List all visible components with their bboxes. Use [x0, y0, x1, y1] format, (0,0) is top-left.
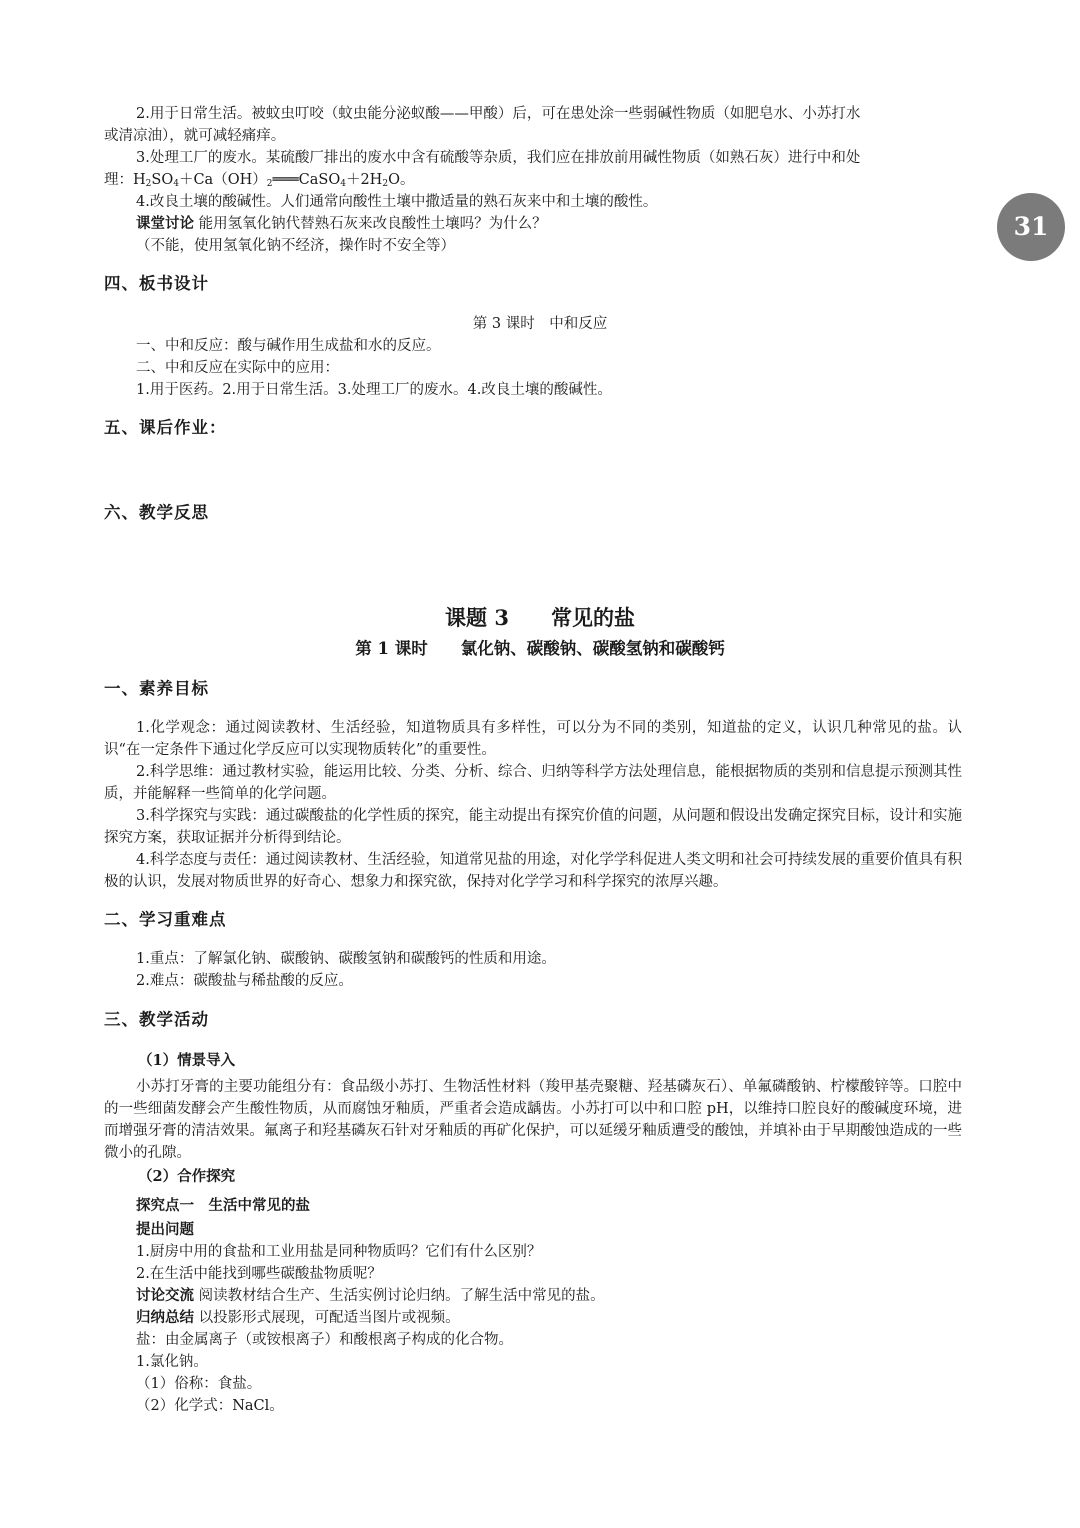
- class-discussion-answer: （不能，使用氢氧化钠不经济，操作时不安全等）: [136, 238, 455, 254]
- board-line-3: 1.用于医药。2.用于日常生活。3.处理工厂的废水。4.改良土壤的酸碱性。: [136, 382, 612, 398]
- intro-paragraph: 小苏打牙膏的主要功能组分有：食品级小苏打、生物活性材料（羧甲基壳聚糖、羟基磷灰石）、单氟磷酸钠、柠檬酸锌等。口腔中的一些细菌发酵会产生酸性物质，从而腐蚀牙釉质，严重者会造成龋齿。小苏打可以中和口腔 pH，以维持口腔良好的酸碱度环境，进而增强牙膏的清洁效果。氟离子和羟基磷灰石针对牙釉质的再矿化保护，可以延缓牙釉质遭受的酸蚀，并填补由于早期酸蚀造成的一些微小的孔隙。: [104, 1079, 962, 1161]
- nacl-heading: 1.氯化钠。: [136, 1354, 208, 1370]
- cooperative-explore-label: （2）合作探究: [138, 1168, 236, 1185]
- neutralization-equation: 理：$H_2SO_4+Ca(OH)_2═══CaSO_4+2H_2O$。: [104, 172, 415, 189]
- raise-question-label: 提出问题: [136, 1221, 194, 1238]
- use-wastewater-line1: 3.处理工厂的废水。某硫酸厂排出的废水中含有硫酸等杂质，我们应在排放前用碱性物质（如熟石灰）进行中和处: [136, 150, 861, 166]
- class-discussion-label: 课堂讨论: [136, 215, 194, 232]
- goals-heading: 一、素养目标: [104, 679, 209, 698]
- topic-title: 课题 3 常见的盐: [445, 605, 635, 630]
- section-reflection-heading: 六、教学反思: [104, 503, 209, 522]
- use-daily-life-line2: 或清凉油），就可减轻痛痒。: [104, 128, 286, 144]
- explore-point-one: 探究点一 生活中常见的盐: [136, 1197, 310, 1214]
- board-line-1: 一、中和反应：酸与碱作用生成盐和水的反应。: [136, 338, 441, 354]
- intro-label: （1）情景导入: [138, 1052, 236, 1069]
- discuss-exchange: [136, 1285, 964, 1307]
- keypoints-heading: 二、学习重难点: [104, 910, 227, 929]
- discuss-label: 讨论交流: [136, 1287, 194, 1304]
- question-1: 1.厨房中用的食盐和工业用盐是同种物质吗？它们有什么区别？: [136, 1244, 542, 1260]
- summary-text: 以投影形式展现，可配适当图片或视频。: [194, 1310, 460, 1326]
- summary-label: 归纳总结: [136, 1309, 194, 1326]
- use-daily-life-line1: 2.用于日常生活。被蚊虫叮咬（蚊虫能分泌蚁酸——甲酸）后，可在患处涂一些弱碱性物质（如肥皂水、小苏打水: [136, 106, 861, 122]
- use-soil-line: 4.改良土壤的酸碱性。人们通常向酸性土壤中撒适量的熟石灰来中和土壤的酸性。: [136, 194, 658, 210]
- board-line-2: 二、中和反应在实际中的应用：: [136, 360, 339, 376]
- nacl-common-name: （1）俗称：食盐。: [136, 1376, 262, 1392]
- class-discussion-text: 能用氢氧化钠代替熟石灰来改良酸性土壤吗？为什么？: [194, 216, 547, 232]
- section-board-design-heading: 四、板书设计: [104, 274, 209, 293]
- goal-item-1: 1.化学观念：通过阅读教材、生活经验，知道物质具有多样性，可以分为不同的类别，知道盐的定义，认识几种常见的盐。认识“在一定条件下通过化学反应可以实现物质转化”的重要性。: [104, 720, 962, 758]
- board-title: 第 3 课时 中和反应: [472, 316, 608, 332]
- salt-definition: 盐：由金属离子（或铵根离子）和酸根离子构成的化合物。: [136, 1332, 513, 1348]
- question-2: 2.在生活中能找到哪些碳酸盐物质呢？: [136, 1266, 382, 1282]
- lesson-subtitle: 第 1 课时 氯化钠、碳酸钠、碳酸氢钠和碳酸钙: [355, 639, 725, 658]
- goal-item-3: 3.科学探究与实践：通过碳酸盐的化学性质的探究，能主动提出有探究价值的问题，从问题和假设出发确定探究目标，设计和实施探究方案，获取证据并分析得到结论。: [104, 808, 962, 846]
- keypoint-item-1: 1.重点：了解氯化钠、碳酸钠、碳酸氢钠和碳酸钙的性质和用途。: [136, 951, 556, 967]
- goal-item-4: 4.科学态度与责任：通过阅读教材、生活经验，知道常见盐的用途，对化学学科促进人类文明和社会可持续发展的重要价值具有积极的认识，发展对物质世界的好奇心、想象力和探究欲，保持对化学学习和科学探究的浓厚兴趣。: [104, 852, 962, 890]
- nacl-formula: （2）化学式：NaCl。: [136, 1398, 284, 1414]
- discuss-text: 阅读教材结合生产、生活实例讨论归纳。了解生活中常见的盐。: [194, 1288, 605, 1304]
- goal-item-2: 2.科学思维：通过教材实验，能运用比较、分类、分析、综合、归纳等科学方法处理信息，能根据物质的类别和信息提示预测其性质，并能解释一些简单的化学问题。: [104, 764, 962, 802]
- section-homework-heading: 五、课后作业：: [104, 418, 227, 437]
- activities-heading: 三、教学活动: [104, 1010, 209, 1029]
- keypoint-item-2: 2.难点：碳酸盐与稀盐酸的反应。: [136, 973, 353, 989]
- page-number-badge: 31: [997, 193, 1065, 261]
- class-discussion: [136, 213, 964, 235]
- summary: [136, 1307, 964, 1329]
